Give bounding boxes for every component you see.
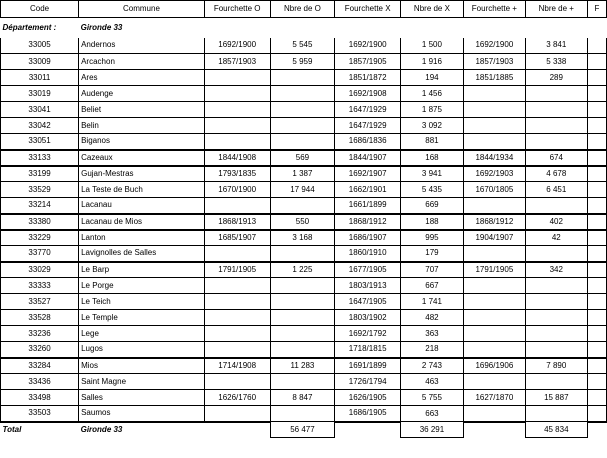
code-cell: 33042: [1, 118, 79, 134]
fourchette-plus-cell: 1868/1912: [463, 214, 525, 230]
department-label: Département :: [2, 22, 57, 32]
table-row: [1, 118, 607, 134]
nbre-o-cell: 5 545: [270, 38, 335, 54]
header-fourchette-plus: Fourchette +: [463, 1, 525, 18]
table-row: [1, 38, 607, 54]
fourchette-x-cell: 1647/1905: [335, 294, 401, 310]
commune-cell: La Teste de Buch: [79, 182, 205, 198]
code-cell: 33436: [1, 374, 79, 390]
fourchette-x-cell: 1662/1901: [335, 182, 401, 198]
fourchette-plus-cell: 1791/1905: [463, 262, 525, 278]
fourchette-o-cell: 1857/1903: [204, 54, 270, 70]
fourchette-plus-cell: [463, 278, 525, 294]
extra-cell: [587, 70, 606, 86]
nbre-x-cell: 179: [400, 246, 463, 262]
commune-cell: Le Temple: [79, 310, 205, 326]
nbre-plus-cell: 3 841: [525, 38, 587, 54]
commune-cell: Ares: [79, 70, 205, 86]
table-row: [1, 86, 607, 102]
fourchette-x-cell: 1686/1905: [335, 406, 401, 422]
header-nbre-x: Nbre de X: [400, 1, 463, 18]
nbre-x-cell: 463: [400, 374, 463, 390]
fourchette-o-cell: [204, 326, 270, 342]
table-row: [1, 326, 607, 342]
table-row: [1, 70, 607, 86]
nbre-o-cell: 550: [270, 214, 335, 230]
fourchette-plus-cell: [463, 294, 525, 310]
commune-cell: Le Porge: [79, 278, 205, 294]
total-empty: [463, 422, 525, 438]
fourchette-plus-cell: 1692/1903: [463, 166, 525, 182]
code-cell: 33011: [1, 70, 79, 86]
nbre-o-cell: [270, 278, 335, 294]
fourchette-x-cell: 1851/1872: [335, 70, 401, 86]
nbre-plus-cell: [525, 86, 587, 102]
extra-cell: [587, 182, 606, 198]
header-nbre-plus: Nbre de +: [525, 1, 587, 18]
extra-cell: [587, 214, 606, 230]
nbre-x-cell: 363: [400, 326, 463, 342]
table-row: [1, 150, 607, 166]
nbre-plus-cell: [525, 134, 587, 150]
fourchette-plus-cell: [463, 326, 525, 342]
nbre-plus-cell: 402: [525, 214, 587, 230]
code-cell: 33009: [1, 54, 79, 70]
fourchette-o-cell: [204, 70, 270, 86]
commune-cell: Belin: [79, 118, 205, 134]
table-row: [1, 358, 607, 374]
header-fourchette-o: Fourchette O: [204, 1, 270, 18]
code-cell: 33528: [1, 310, 79, 326]
commune-cell: Mios: [79, 358, 205, 374]
fourchette-o-cell: 1670/1900: [204, 182, 270, 198]
nbre-x-cell: 1 456: [400, 86, 463, 102]
nbre-x-cell: 995: [400, 230, 463, 246]
commune-cell: Lacanau: [79, 198, 205, 214]
code-cell: 33029: [1, 262, 79, 278]
fourchette-o-cell: [204, 342, 270, 358]
fourchette-plus-cell: 1844/1934: [463, 150, 525, 166]
nbre-plus-cell: 674: [525, 150, 587, 166]
department-row: [1, 18, 607, 38]
nbre-o-cell: [270, 374, 335, 390]
fourchette-plus-cell: [463, 374, 525, 390]
extra-cell: [587, 374, 606, 390]
extra-cell: [587, 390, 606, 406]
table-row: [1, 198, 607, 214]
fourchette-o-cell: [204, 294, 270, 310]
nbre-x-cell: 168: [400, 150, 463, 166]
code-cell: 33527: [1, 294, 79, 310]
fourchette-x-cell: 1692/1900: [335, 38, 401, 54]
fourchette-plus-cell: [463, 86, 525, 102]
fourchette-o-cell: [204, 406, 270, 422]
fourchette-o-cell: 1685/1907: [204, 230, 270, 246]
commune-cell: Arcachon: [79, 54, 205, 70]
fourchette-o-cell: [204, 118, 270, 134]
nbre-o-cell: 8 847: [270, 390, 335, 406]
fourchette-x-cell: 1686/1907: [335, 230, 401, 246]
fourchette-x-cell: 1803/1913: [335, 278, 401, 294]
table-row: [1, 54, 607, 70]
nbre-x-cell: 667: [400, 278, 463, 294]
total-label: Total: [1, 422, 79, 438]
fourchette-plus-cell: [463, 406, 525, 422]
nbre-o-cell: [270, 294, 335, 310]
fourchette-o-cell: [204, 246, 270, 262]
nbre-plus-cell: [525, 406, 587, 422]
extra-cell: [587, 102, 606, 118]
extra-cell: [587, 246, 606, 262]
header-extra: F: [587, 1, 606, 18]
table-row: [1, 214, 607, 230]
nbre-plus-cell: 342: [525, 262, 587, 278]
commune-cell: Lanton: [79, 230, 205, 246]
fourchette-plus-cell: [463, 310, 525, 326]
fourchette-plus-cell: [463, 342, 525, 358]
commune-cell: Lugos: [79, 342, 205, 358]
table-row: [1, 294, 607, 310]
nbre-o-cell: 1 387: [270, 166, 335, 182]
extra-cell: [587, 406, 606, 422]
nbre-plus-cell: 6 451: [525, 182, 587, 198]
fourchette-plus-cell: [463, 198, 525, 214]
fourchette-x-cell: 1726/1794: [335, 374, 401, 390]
commune-cell: Le Teich: [79, 294, 205, 310]
commune-cell: Gujan-Mestras: [79, 166, 205, 182]
fourchette-o-cell: 1714/1908: [204, 358, 270, 374]
table-row: [1, 166, 607, 182]
fourchette-o-cell: 1793/1835: [204, 166, 270, 182]
table-row: [1, 406, 607, 422]
code-cell: 33333: [1, 278, 79, 294]
extra-cell: [587, 118, 606, 134]
nbre-o-cell: [270, 198, 335, 214]
fourchette-plus-cell: [463, 246, 525, 262]
table-row: [1, 182, 607, 198]
commune-cell: Saumos: [79, 406, 205, 422]
fourchette-plus-cell: 1692/1900: [463, 38, 525, 54]
table-row: [1, 278, 607, 294]
code-cell: 33498: [1, 390, 79, 406]
table-row: [1, 310, 607, 326]
fourchette-x-cell: 1626/1905: [335, 390, 401, 406]
commune-cell: Lacanau de Mios: [79, 214, 205, 230]
extra-cell: [587, 326, 606, 342]
nbre-o-cell: [270, 118, 335, 134]
table-row: [1, 102, 607, 118]
nbre-plus-cell: [525, 102, 587, 118]
header-fourchette-x: Fourchette X: [335, 1, 401, 18]
nbre-plus-cell: 5 338: [525, 54, 587, 70]
nbre-o-cell: [270, 102, 335, 118]
commune-cell: Cazeaux: [79, 150, 205, 166]
header-nbre-o: Nbre de O: [270, 1, 335, 18]
fourchette-x-cell: 1692/1907: [335, 166, 401, 182]
table-row: [1, 374, 607, 390]
fourchette-o-cell: [204, 310, 270, 326]
nbre-plus-cell: [525, 294, 587, 310]
code-cell: 33260: [1, 342, 79, 358]
nbre-plus-cell: [525, 310, 587, 326]
nbre-o-cell: [270, 342, 335, 358]
fourchette-o-cell: [204, 134, 270, 150]
total-empty: [587, 422, 606, 438]
code-cell: 33503: [1, 406, 79, 422]
nbre-o-cell: [270, 326, 335, 342]
fourchette-o-cell: [204, 278, 270, 294]
nbre-x-cell: 218: [400, 342, 463, 358]
nbre-o-cell: 569: [270, 150, 335, 166]
code-cell: 33051: [1, 134, 79, 150]
commune-cell: Lavignolles de Salles: [79, 246, 205, 262]
fourchette-x-cell: 1647/1929: [335, 102, 401, 118]
total-nbre-x: 36 291: [400, 422, 463, 438]
fourchette-o-cell: 1692/1900: [204, 38, 270, 54]
table-row: [1, 230, 607, 246]
nbre-x-cell: 663: [400, 406, 463, 422]
nbre-o-cell: [270, 406, 335, 422]
code-cell: 33284: [1, 358, 79, 374]
table-row: [1, 390, 607, 406]
nbre-x-cell: 482: [400, 310, 463, 326]
nbre-o-cell: 1 225: [270, 262, 335, 278]
header-commune: Commune: [79, 1, 205, 18]
table-row: [1, 262, 607, 278]
nbre-plus-cell: [525, 326, 587, 342]
code-cell: 33005: [1, 38, 79, 54]
code-cell: 33133: [1, 150, 79, 166]
code-cell: 33770: [1, 246, 79, 262]
extra-cell: [587, 134, 606, 150]
commune-cell: Audenge: [79, 86, 205, 102]
nbre-o-cell: 17 944: [270, 182, 335, 198]
fourchette-plus-cell: 1851/1885: [463, 70, 525, 86]
code-cell: 33236: [1, 326, 79, 342]
total-nbre-plus: 45 834: [525, 422, 587, 438]
nbre-x-cell: 881: [400, 134, 463, 150]
code-cell: 33380: [1, 214, 79, 230]
commune-cell: Salles: [79, 390, 205, 406]
fourchette-o-cell: [204, 86, 270, 102]
fourchette-o-cell: [204, 198, 270, 214]
nbre-o-cell: [270, 134, 335, 150]
code-cell: 33529: [1, 182, 79, 198]
nbre-o-cell: [270, 70, 335, 86]
code-cell: 33041: [1, 102, 79, 118]
fourchette-x-cell: 1857/1905: [335, 54, 401, 70]
fourchette-plus-cell: 1627/1870: [463, 390, 525, 406]
fourchette-x-cell: 1860/1910: [335, 246, 401, 262]
extra-cell: [587, 54, 606, 70]
fourchette-x-cell: 1661/1899: [335, 198, 401, 214]
nbre-o-cell: [270, 310, 335, 326]
fourchette-o-cell: 1844/1908: [204, 150, 270, 166]
code-cell: 33214: [1, 198, 79, 214]
nbre-x-cell: 707: [400, 262, 463, 278]
fourchette-x-cell: 1692/1908: [335, 86, 401, 102]
fourchette-o-cell: 1868/1913: [204, 214, 270, 230]
total-empty: [204, 422, 270, 438]
fourchette-x-cell: 1844/1907: [335, 150, 401, 166]
nbre-x-cell: 194: [400, 70, 463, 86]
fourchette-x-cell: 1868/1912: [335, 214, 401, 230]
nbre-plus-cell: [525, 278, 587, 294]
nbre-plus-cell: 4 678: [525, 166, 587, 182]
fourchette-x-cell: 1647/1929: [335, 118, 401, 134]
nbre-plus-cell: [525, 246, 587, 262]
nbre-o-cell: [270, 86, 335, 102]
fourchette-plus-cell: 1696/1906: [463, 358, 525, 374]
header-row: [1, 1, 607, 18]
nbre-plus-cell: [525, 374, 587, 390]
extra-cell: [587, 166, 606, 182]
extra-cell: [587, 310, 606, 326]
fourchette-x-cell: 1691/1899: [335, 358, 401, 374]
extra-cell: [587, 198, 606, 214]
nbre-x-cell: 2 743: [400, 358, 463, 374]
extra-cell: [587, 294, 606, 310]
fourchette-x-cell: 1718/1815: [335, 342, 401, 358]
fourchette-plus-cell: 1670/1805: [463, 182, 525, 198]
nbre-plus-cell: [525, 342, 587, 358]
nbre-x-cell: 5 755: [400, 390, 463, 406]
commune-cell: Biganos: [79, 134, 205, 150]
extra-cell: [587, 86, 606, 102]
nbre-x-cell: 3 092: [400, 118, 463, 134]
fourchette-o-cell: [204, 102, 270, 118]
fourchette-x-cell: 1677/1905: [335, 262, 401, 278]
commune-cell: Beliet: [79, 102, 205, 118]
nbre-x-cell: 1 916: [400, 54, 463, 70]
nbre-plus-cell: 42: [525, 230, 587, 246]
code-cell: 33199: [1, 166, 79, 182]
nbre-x-cell: 669: [400, 198, 463, 214]
fourchette-o-cell: 1626/1760: [204, 390, 270, 406]
commune-cell: Saint Magne: [79, 374, 205, 390]
nbre-o-cell: 5 959: [270, 54, 335, 70]
total-row: [1, 422, 607, 438]
nbre-o-cell: 11 283: [270, 358, 335, 374]
extra-cell: [587, 358, 606, 374]
nbre-x-cell: 3 941: [400, 166, 463, 182]
nbre-x-cell: 188: [400, 214, 463, 230]
code-cell: 33019: [1, 86, 79, 102]
fourchette-x-cell: 1686/1836: [335, 134, 401, 150]
fourchette-plus-cell: [463, 102, 525, 118]
total-nbre-o: 56 477: [270, 422, 335, 438]
nbre-x-cell: 5 435: [400, 182, 463, 198]
commune-cell: Le Barp: [79, 262, 205, 278]
fourchette-plus-cell: [463, 134, 525, 150]
nbre-x-cell: 1 875: [400, 102, 463, 118]
total-name: Gironde 33: [79, 422, 205, 438]
extra-cell: [587, 342, 606, 358]
table-row: [1, 134, 607, 150]
extra-cell: [587, 262, 606, 278]
commune-cell: Andernos: [79, 38, 205, 54]
fourchette-x-cell: 1692/1792: [335, 326, 401, 342]
nbre-x-cell: 1 500: [400, 38, 463, 54]
nbre-plus-cell: [525, 118, 587, 134]
table-row: [1, 246, 607, 262]
nbre-plus-cell: [525, 198, 587, 214]
fourchette-plus-cell: 1904/1907: [463, 230, 525, 246]
nbre-x-cell: 1 741: [400, 294, 463, 310]
extra-cell: [587, 150, 606, 166]
commune-cell: Lege: [79, 326, 205, 342]
nbre-plus-cell: 15 887: [525, 390, 587, 406]
fourchette-plus-cell: [463, 118, 525, 134]
nbre-plus-cell: 7 890: [525, 358, 587, 374]
extra-cell: [587, 230, 606, 246]
nbre-o-cell: 3 168: [270, 230, 335, 246]
nbre-o-cell: [270, 246, 335, 262]
fourchette-o-cell: 1791/1905: [204, 262, 270, 278]
nbre-plus-cell: 289: [525, 70, 587, 86]
extra-cell: [587, 278, 606, 294]
department-name: Gironde 33: [80, 22, 123, 32]
fourchette-o-cell: [204, 374, 270, 390]
header-code: Code: [1, 1, 79, 18]
code-cell: 33229: [1, 230, 79, 246]
table-row: [1, 342, 607, 358]
extra-cell: [587, 38, 606, 54]
fourchette-plus-cell: 1857/1903: [463, 54, 525, 70]
fourchette-x-cell: 1803/1902: [335, 310, 401, 326]
total-empty: [335, 422, 401, 438]
